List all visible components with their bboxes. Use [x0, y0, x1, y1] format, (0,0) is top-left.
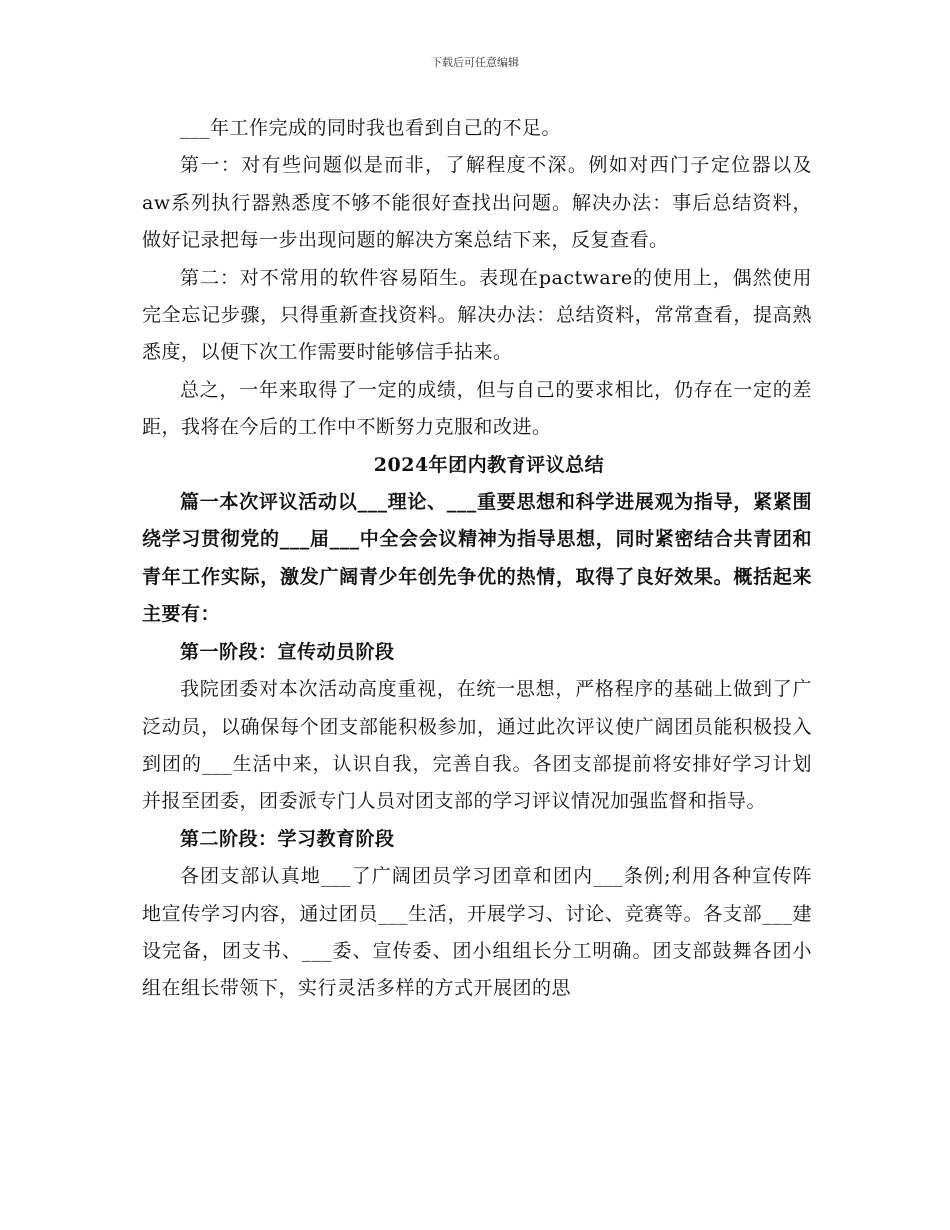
heading-stage-one: 第一阶段：宣传动员阶段	[180, 640, 395, 663]
paragraph-stage-one: 我院团委对本次活动高度重视，在统一思想，严格程序的基础上做到了广泛动员，以确保每个团支部能积极参加，通过此次评议使广阔团员能积极投入到团的___生活中来，认识自我，完善自我。各团支部提前将安排好学习计划并报至团委，团委派专门人员对团支部的学习评议情况加强监督和指导。	[142, 678, 812, 813]
paragraph-shortcoming-two: 第二：对不常用的软件容易陌生。表现在pactware的使用上，偶然使用完全忘记步骤，只得重新查找资料。解决办法：总结资料，常常查看，提高熟悉度，以便下次工作需要时能够信手拈来。	[142, 266, 812, 364]
paragraph-shortcoming-one: 第一：对有些问题似是而非，了解程度不深。例如对西门子定位器以及aw系列执行器熟悉度不够不能很好查找出问题。解决办法：事后总结资料，做好记录把每一步出现问题的解决方案总结下来，反复查看。	[142, 154, 812, 252]
paragraph-intro: ___年工作完成的同时我也看到自己的不足。	[180, 117, 562, 139]
paragraph-stage-two: 各团支部认真地___了广阔团员学习团章和团内___条例;利用各种宣传阵地宣传学习内容，通过团员___生活，开展学习、讨论、竞赛等。各支部___建设完备，团支书、___委、宣传委、团小组组长分工明确。团支部鼓舞各团小组在组长带领下，实行灵活多样的方式开展团的思	[142, 865, 812, 1000]
paragraph-conclusion: 总之，一年来取得了一定的成绩，但与自己的要求相比，仍存在一定的差距，我将在今后的工作中不断努力克服和改进。	[142, 378, 812, 439]
document-body	[142, 110, 812, 1008]
section-title: 2024年团内教育评议总结	[373, 453, 605, 476]
heading-stage-two: 第二阶段：学习教育阶段	[180, 827, 395, 850]
paragraph-part-one-opening: 篇一本次评议活动以___理论、___重要思想和科学进展观为指导，紧紧围绕学习贯彻党的___届___中全会会议精神为指导思想，同时紧密结合共青团和青年工作实际，激发广阔青少年创先争优的热情，取得了良好效果。概括起来主要有：	[142, 491, 812, 626]
page-header: 下载后可任意编辑	[431, 56, 519, 69]
